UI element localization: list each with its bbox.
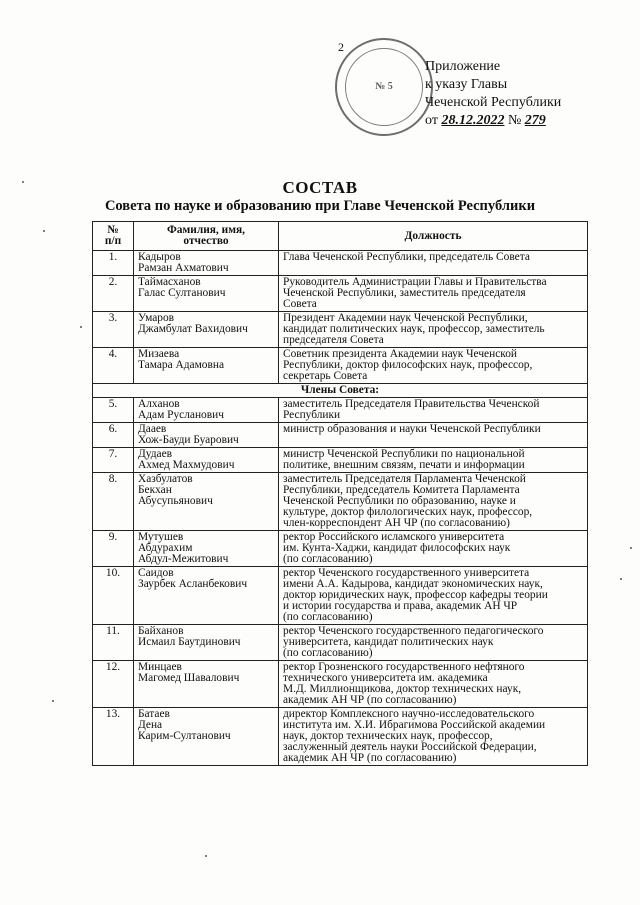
name-line: Заурбек Асланбекович bbox=[138, 578, 248, 590]
member-name bbox=[134, 423, 279, 448]
row-number: 3. bbox=[93, 312, 134, 348]
member-name bbox=[134, 661, 279, 708]
position-line: кандидат политических наук, профессор, заместитель bbox=[283, 323, 545, 335]
name-line: Таймасханов bbox=[138, 276, 201, 288]
appendix-block bbox=[425, 58, 561, 130]
position-line: министр Чеченской Республики по национальной bbox=[283, 448, 525, 460]
name-line: Саидов bbox=[138, 567, 174, 579]
page-number: 2 bbox=[338, 40, 344, 54]
position-line: института им. Х.И. Ибрагимова Российской академии bbox=[283, 719, 546, 731]
member-position bbox=[279, 276, 588, 312]
row-number: 2. bbox=[93, 276, 134, 312]
member-name bbox=[134, 398, 279, 423]
member-position bbox=[279, 661, 588, 708]
decree-date: 28.12.2022 bbox=[441, 113, 505, 128]
position-line: технического университета им. академика bbox=[283, 672, 488, 684]
position-line: заслуженный деятель науки Российской Федерации, bbox=[283, 741, 537, 753]
member-position bbox=[279, 625, 588, 661]
position-line: Руководитель Администрации Главы и Правительства bbox=[283, 276, 547, 288]
table-row bbox=[93, 276, 588, 312]
name-line: Адам Русланович bbox=[138, 409, 224, 421]
position-line: политике, внешним связям, печати и информации bbox=[283, 459, 525, 471]
position-line: и истории государства и права, академик АН ЧР bbox=[283, 600, 518, 612]
position-line: ректор Чеченского государственного педагогического bbox=[283, 625, 544, 637]
name-line: Умаров bbox=[138, 312, 175, 324]
table-row bbox=[93, 473, 588, 531]
member-name bbox=[134, 312, 279, 348]
table-row bbox=[93, 531, 588, 567]
decree-number: 279 bbox=[524, 113, 546, 128]
position-line: (по согласованию) bbox=[283, 647, 373, 659]
council-table bbox=[92, 221, 588, 766]
position-line: заместитель Председателя Парламента Чеченской bbox=[283, 473, 526, 485]
member-position bbox=[279, 348, 588, 384]
date-prefix: от bbox=[425, 113, 438, 128]
member-position bbox=[279, 312, 588, 348]
position-line: директор Комплексного научно-исследовательского bbox=[283, 708, 535, 720]
header-name: Фамилия, имя, отчество bbox=[134, 222, 279, 251]
position-line: академик АН ЧР (по согласованию) bbox=[283, 694, 457, 706]
member-name bbox=[134, 567, 279, 625]
name-line: Дена bbox=[138, 719, 163, 731]
appendix-line2: к указу Главы bbox=[425, 77, 508, 92]
member-position bbox=[279, 531, 588, 567]
member-position bbox=[279, 473, 588, 531]
official-stamp bbox=[335, 38, 433, 136]
row-number: 4. bbox=[93, 348, 134, 384]
name-line: Кадыров bbox=[138, 251, 181, 263]
name-line: Абдурахим bbox=[138, 542, 193, 554]
row-number: 6. bbox=[93, 423, 134, 448]
position-line: министр образования и науки Чеченской Республики bbox=[283, 423, 541, 435]
name-line: Батаев bbox=[138, 708, 170, 720]
name-line: Абдул-Межитович bbox=[138, 553, 229, 565]
position-line: (по согласованию) bbox=[283, 553, 373, 565]
name-line: Байханов bbox=[138, 625, 184, 637]
member-position bbox=[279, 448, 588, 473]
row-number: 9. bbox=[93, 531, 134, 567]
row-number: 5. bbox=[93, 398, 134, 423]
member-position bbox=[279, 398, 588, 423]
table-row bbox=[93, 661, 588, 708]
stamp-center: № 5 bbox=[375, 81, 393, 93]
position-line: секретарь Совета bbox=[283, 370, 368, 382]
group-row bbox=[93, 384, 588, 398]
group-label: Члены Совета: bbox=[93, 384, 588, 398]
position-line: заместитель Председателя Правительства Чеченской bbox=[283, 398, 540, 410]
position-line: Чеченской Республики по образованию, науке и bbox=[283, 495, 516, 507]
member-position bbox=[279, 708, 588, 766]
position-line: ректор Грозненского государственного нефтяного bbox=[283, 661, 525, 673]
position-line: доктор юридических наук, профессор кафедры теории bbox=[283, 589, 548, 601]
member-name bbox=[134, 708, 279, 766]
name-line: Дудаев bbox=[138, 448, 173, 460]
name-line: Мизаева bbox=[138, 348, 180, 360]
position-line: (по согласованию) bbox=[283, 611, 373, 623]
member-name bbox=[134, 276, 279, 312]
member-name bbox=[134, 531, 279, 567]
name-line: Хож-Бауди Буарович bbox=[138, 434, 239, 446]
row-number: 8. bbox=[93, 473, 134, 531]
row-number: 10. bbox=[93, 567, 134, 625]
position-line: культуре, доктор филологических наук, профессор, bbox=[283, 506, 533, 518]
position-line: Советник президента Академии наук Чеченской bbox=[283, 348, 518, 360]
position-line: Республики, доктор философских наук, профессор, bbox=[283, 359, 533, 371]
position-line: Совета bbox=[283, 298, 317, 310]
row-number: 13. bbox=[93, 708, 134, 766]
table-row bbox=[93, 251, 588, 276]
table-row bbox=[93, 398, 588, 423]
name-line: Мутушев bbox=[138, 531, 184, 543]
name-line: Минцаев bbox=[138, 661, 182, 673]
table-row bbox=[93, 348, 588, 384]
name-line: Галас Султанович bbox=[138, 287, 226, 299]
member-name bbox=[134, 625, 279, 661]
header-num: № п/п bbox=[93, 222, 134, 251]
position-line: Президент Академии наук Чеченской Республики, bbox=[283, 312, 528, 324]
position-line: член-корреспондент АН ЧР (по согласованию) bbox=[283, 517, 510, 529]
number-prefix: № bbox=[507, 113, 522, 128]
position-line: Глава Чеченской Республики, председатель Совета bbox=[283, 251, 530, 263]
member-name bbox=[134, 473, 279, 531]
header-position: Должность bbox=[279, 222, 588, 251]
name-line: Тамара Адамовна bbox=[138, 359, 225, 371]
position-line: им. Кунта-Хаджи, кандидат философских наук bbox=[283, 542, 511, 554]
table-row bbox=[93, 448, 588, 473]
position-line: наук, доктор технических наук, профессор, bbox=[283, 730, 493, 742]
table-row bbox=[93, 312, 588, 348]
appendix-line3: Чеченской Республики bbox=[425, 95, 562, 110]
name-line: Алханов bbox=[138, 398, 180, 410]
position-line: академик АН ЧР (по согласованию) bbox=[283, 752, 457, 764]
document-subtitle: Совета по науке и образованию при Главе Чеченской Республики bbox=[104, 198, 536, 214]
name-line: Магомед Шавалович bbox=[138, 672, 240, 684]
row-number: 12. bbox=[93, 661, 134, 708]
row-number: 1. bbox=[93, 251, 134, 276]
member-name bbox=[134, 251, 279, 276]
position-line: имени А.А. Кадырова, кандидат экономических наук, bbox=[283, 578, 543, 590]
name-line: Карим-Султанович bbox=[138, 730, 231, 742]
position-line: Республики bbox=[283, 409, 341, 421]
table-header-row bbox=[93, 222, 588, 251]
table-row bbox=[93, 423, 588, 448]
document-title: СОСТАВ bbox=[282, 178, 358, 197]
position-line: ректор Чеченского государственного университета bbox=[283, 567, 530, 579]
row-number: 11. bbox=[93, 625, 134, 661]
name-line: Дааев bbox=[138, 423, 167, 435]
member-name bbox=[134, 448, 279, 473]
member-position bbox=[279, 423, 588, 448]
table-row bbox=[93, 708, 588, 766]
position-line: Чеченской Республики, заместитель председателя bbox=[283, 287, 526, 299]
name-line: Джамбулат Вахидович bbox=[138, 323, 248, 335]
member-position bbox=[279, 567, 588, 625]
table-row bbox=[93, 567, 588, 625]
name-line: Абусупьянович bbox=[138, 495, 213, 507]
name-line: Исмаил Баутдинович bbox=[138, 636, 241, 648]
name-line: Ахмед Махмудович bbox=[138, 459, 235, 471]
row-number: 7. bbox=[93, 448, 134, 473]
position-line: университета, кандидат политических наук bbox=[283, 636, 494, 648]
name-line: Рамзан Ахматович bbox=[138, 262, 229, 274]
position-line: М.Д. Миллионщикова, доктор технических наук, bbox=[283, 683, 522, 695]
position-line: председателя Совета bbox=[283, 334, 384, 346]
name-line: Хазбулатов bbox=[138, 473, 193, 485]
appendix-date-line bbox=[425, 112, 561, 130]
name-line: Бекхан bbox=[138, 484, 172, 496]
member-name bbox=[134, 348, 279, 384]
member-position bbox=[279, 251, 588, 276]
position-line: Республики, председатель Комитета Парламента bbox=[283, 484, 520, 496]
table-row bbox=[93, 625, 588, 661]
appendix-line1: Приложение bbox=[425, 59, 501, 74]
position-line: ректор Российского исламского университета bbox=[283, 531, 505, 543]
